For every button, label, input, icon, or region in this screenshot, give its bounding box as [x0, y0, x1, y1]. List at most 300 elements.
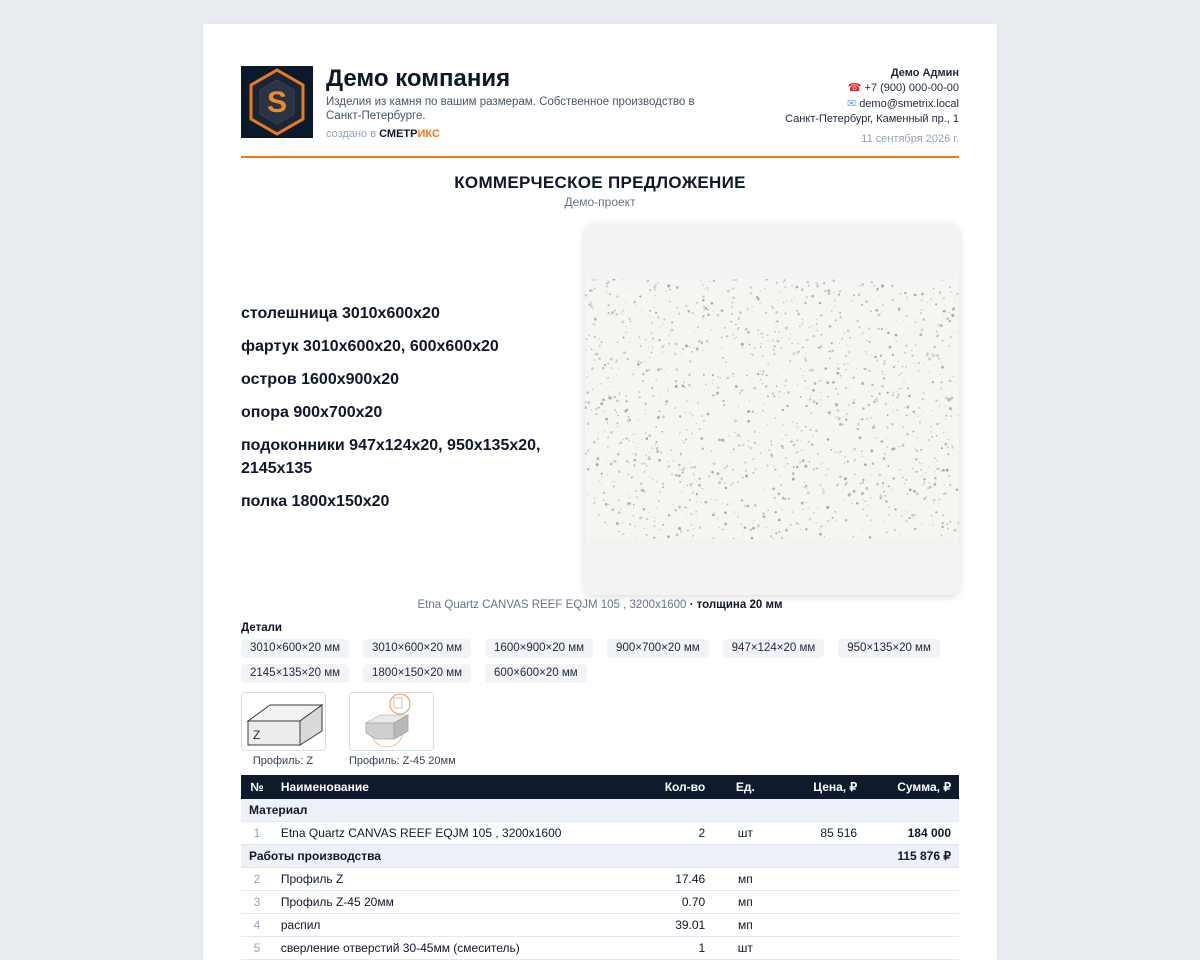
- email-value: demo@smetrix.local: [859, 97, 959, 110]
- company-tagline: Изделия из камня по вашим размерам. Собственное производство в Санкт-Петербурге.: [326, 96, 695, 122]
- stone-speckle: [631, 533, 632, 534]
- stone-speckle: [710, 498, 711, 499]
- document-subtitle: Демо-проект: [564, 195, 636, 209]
- stone-speckle: [750, 353, 752, 355]
- stone-speckle: [835, 417, 837, 419]
- stone-speckle: [791, 300, 793, 302]
- stone-speckle: [928, 467, 929, 468]
- stone-speckle: [667, 375, 668, 376]
- stone-speckle: [604, 521, 606, 523]
- stone-speckle: [625, 331, 627, 333]
- stone-speckle: [892, 354, 894, 356]
- stone-speckle: [661, 468, 662, 469]
- stone-speckle: [799, 524, 800, 525]
- mail-icon: ✉: [846, 97, 857, 110]
- stone-speckle: [871, 395, 873, 397]
- stone-speckle: [805, 485, 807, 487]
- stone-speckle: [801, 449, 803, 451]
- stone-speckle: [837, 451, 839, 453]
- stone-speckle: [691, 351, 693, 353]
- stone-speckle: [942, 522, 944, 524]
- stone-speckle: [591, 410, 592, 411]
- stone-speckle: [804, 482, 805, 483]
- stone-speckle: [679, 415, 681, 417]
- stone-speckle: [671, 321, 673, 323]
- stone-speckle: [640, 345, 641, 346]
- stone-speckle: [635, 445, 636, 446]
- stone-speckle: [623, 337, 625, 339]
- stone-speckle: [897, 394, 899, 396]
- stone-speckle: [677, 476, 678, 477]
- stone-speckle: [617, 422, 619, 424]
- stone-speckle: [770, 535, 773, 538]
- stone-speckle: [913, 447, 914, 448]
- stone-speckle: [802, 319, 804, 321]
- stone-speckle: [888, 514, 890, 516]
- stone-speckle: [706, 340, 709, 343]
- stone-speckle: [754, 468, 756, 470]
- stone-speckle: [779, 332, 780, 333]
- stone-speckle: [898, 374, 900, 376]
- stone-speckle: [622, 533, 625, 536]
- stone-speckle: [891, 423, 894, 426]
- stone-speckle: [686, 429, 688, 431]
- stone-speckle: [682, 348, 683, 349]
- stone-speckle: [831, 310, 832, 311]
- stone-speckle: [686, 517, 687, 518]
- stone-speckle: [903, 381, 905, 383]
- stone-speckle: [706, 287, 708, 289]
- stone-speckle: [752, 411, 754, 413]
- stone-speckle: [870, 311, 872, 313]
- section-title: Материал: [241, 799, 959, 822]
- stone-speckle: [607, 304, 609, 306]
- stone-speckle: [942, 469, 945, 472]
- stone-speckle: [648, 434, 651, 437]
- stone-speckle: [712, 382, 713, 383]
- stone-speckle: [872, 286, 873, 287]
- stone-speckle: [586, 391, 589, 394]
- stone-speckle: [951, 292, 953, 294]
- stone-speckle: [918, 362, 920, 364]
- stone-speckle: [895, 365, 896, 366]
- row-price: [777, 868, 865, 891]
- stone-speckle: [880, 497, 881, 498]
- stone-speckle: [635, 490, 637, 492]
- stone-speckle: [896, 391, 897, 392]
- stone-speckle: [893, 411, 894, 412]
- row-qty: 39.01: [628, 914, 714, 937]
- stone-speckle: [871, 384, 873, 386]
- stone-speckle: [792, 511, 793, 512]
- stone-speckle: [883, 452, 886, 455]
- stone-speckle: [775, 417, 777, 419]
- stone-speckle: [678, 464, 680, 466]
- stone-speckle: [950, 396, 953, 399]
- stone-speckle: [805, 502, 806, 503]
- stone-speckle: [688, 498, 689, 499]
- stone-speckle: [696, 493, 698, 495]
- table-row: [241, 822, 959, 845]
- stone-speckle: [713, 280, 715, 282]
- stone-speckle: [808, 441, 810, 443]
- stone-speckle: [921, 475, 922, 476]
- stone-speckle: [692, 492, 694, 494]
- stone-speckle: [730, 456, 731, 457]
- stone-speckle: [739, 311, 742, 314]
- stone-speckle: [588, 449, 589, 450]
- details-label: Детали: [241, 622, 282, 634]
- stone-speckle: [593, 359, 595, 361]
- stone-speckle: [863, 368, 865, 370]
- stone-speckle: [905, 315, 907, 317]
- stone-speckle: [771, 464, 772, 465]
- stone-speckle: [737, 328, 739, 330]
- stone-speckle: [707, 413, 710, 416]
- product-item: остров 1600x900x20: [241, 371, 400, 388]
- stone-speckle: [941, 279, 943, 281]
- stone-speckle: [655, 379, 657, 381]
- stone-speckle: [796, 423, 798, 425]
- stone-speckle: [673, 504, 674, 505]
- stone-speckle: [809, 518, 812, 521]
- row-sum: [865, 868, 959, 891]
- stone-speckle: [932, 410, 933, 411]
- stone-speckle: [896, 443, 897, 444]
- stone-speckle: [941, 447, 943, 449]
- stone-speckle: [657, 416, 660, 419]
- profile-z-image: [241, 692, 326, 751]
- stone-speckle: [764, 404, 765, 405]
- stone-speckle: [760, 452, 761, 453]
- stone-speckle: [783, 302, 785, 304]
- stone-speckle: [792, 472, 795, 475]
- stone-speckle: [948, 475, 951, 478]
- stone-speckle: [639, 396, 641, 398]
- stone-speckle: [909, 414, 910, 415]
- stone-speckle: [845, 519, 847, 521]
- row-unit: шт: [713, 822, 777, 845]
- stone-speckle: [891, 285, 894, 288]
- stone-speckle: [746, 342, 747, 343]
- stone-speckle: [861, 382, 864, 385]
- stone-speckle: [646, 370, 648, 372]
- stone-speckle: [778, 519, 781, 522]
- stone-speckle: [685, 344, 688, 347]
- stone-speckle: [670, 449, 672, 451]
- stone-speckle: [875, 437, 877, 439]
- stone-speckle: [722, 357, 724, 359]
- stone-speckle: [804, 380, 806, 382]
- stone-speckle: [906, 326, 907, 327]
- stone-speckle: [598, 315, 599, 316]
- stone-speckle: [917, 450, 919, 452]
- stone-speckle: [853, 294, 855, 296]
- stone-speckle: [711, 450, 713, 452]
- stone-speckle: [904, 483, 905, 484]
- stone-speckle: [751, 430, 752, 431]
- profile-z-letter: Z: [253, 728, 261, 742]
- stone-speckle: [751, 378, 752, 379]
- stone-speckle: [940, 374, 941, 375]
- stone-speckle: [886, 328, 887, 329]
- stone-speckle: [607, 363, 609, 365]
- stone-speckle: [779, 341, 780, 342]
- stone-speckle: [893, 505, 894, 506]
- stone-speckle: [599, 481, 600, 482]
- stone-speckle: [844, 456, 845, 457]
- stone-speckle: [781, 337, 782, 338]
- stone-speckle: [791, 342, 793, 344]
- stone-speckle: [900, 473, 901, 474]
- stone-speckle: [835, 520, 837, 522]
- stone-speckle: [648, 512, 649, 513]
- stone-speckle: [724, 482, 726, 484]
- stone-speckle: [766, 517, 767, 518]
- stone-speckle: [804, 371, 805, 372]
- stone-speckle: [737, 406, 738, 407]
- stone-speckle: [742, 534, 743, 535]
- stone-speckle: [662, 351, 664, 353]
- stone-speckle: [619, 531, 621, 533]
- stone-speckle: [587, 468, 590, 471]
- stone-speckle: [591, 301, 593, 303]
- stone-speckle: [933, 502, 934, 503]
- stone-speckle: [899, 469, 900, 470]
- stone-speckle: [614, 310, 616, 312]
- stone-speckle: [932, 524, 933, 525]
- stone-speckle: [619, 524, 620, 525]
- stone-speckle: [790, 440, 792, 442]
- stone-speckle: [707, 314, 709, 316]
- stone-speckle: [862, 284, 864, 286]
- stone-speckle: [681, 509, 682, 510]
- stone-speckle: [646, 534, 648, 536]
- stone-speckle: [711, 499, 712, 500]
- stone-speckle: [756, 413, 758, 415]
- stone-speckle: [629, 420, 630, 421]
- stone-speckle: [956, 292, 959, 295]
- stone-speckle: [715, 463, 716, 464]
- stone-speckle: [861, 481, 864, 484]
- stone-speckle: [754, 442, 756, 444]
- stone-speckle: [773, 465, 775, 467]
- stone-speckle: [646, 280, 649, 283]
- stone-speckle: [683, 381, 685, 383]
- stone-speckle: [946, 523, 949, 526]
- stone-speckle: [837, 372, 840, 375]
- stone-speckle: [778, 493, 781, 496]
- stone-speckle: [925, 496, 927, 498]
- stone-speckle: [739, 436, 741, 438]
- stone-speckle: [852, 377, 854, 379]
- stone-speckle: [915, 458, 917, 460]
- stone-speckle: [907, 493, 909, 495]
- stone-speckle: [801, 323, 803, 325]
- stone-speckle: [898, 360, 899, 361]
- stone-speckle: [762, 370, 764, 372]
- stone-speckle: [630, 341, 631, 342]
- stone-speckle: [817, 507, 819, 509]
- stone-speckle: [747, 446, 748, 447]
- stone-speckle: [845, 369, 847, 371]
- stone-speckle: [812, 389, 815, 392]
- stone-speckle: [643, 490, 646, 493]
- stone-speckle: [912, 436, 913, 437]
- stone-speckle: [687, 296, 688, 297]
- stone-speckle: [816, 467, 818, 469]
- stone-speckle: [742, 444, 745, 447]
- stone-speckle: [663, 345, 665, 347]
- stone-speckle: [683, 442, 685, 444]
- stone-speckle: [916, 502, 917, 503]
- stone-speckle: [940, 422, 941, 423]
- stone-speckle: [931, 515, 933, 517]
- stone-speckle: [861, 334, 862, 335]
- stone-speckle: [787, 391, 790, 394]
- stone-speckle: [939, 503, 940, 504]
- stone-speckle: [747, 427, 748, 428]
- stone-speckle: [720, 477, 723, 480]
- stone-speckle: [767, 363, 769, 365]
- stone-speckle: [605, 418, 608, 421]
- stone-speckle: [607, 474, 608, 475]
- stone-speckle: [845, 355, 848, 358]
- stone-speckle: [658, 339, 660, 341]
- stone-speckle: [772, 339, 774, 341]
- stone-speckle: [608, 397, 611, 400]
- stone-speckle: [678, 312, 680, 314]
- stone-speckle: [726, 504, 728, 506]
- stone-speckle: [762, 355, 763, 356]
- stone-speckle: [903, 320, 904, 321]
- stone-speckle: [792, 421, 793, 422]
- stone-speckle: [861, 418, 863, 420]
- profile-z45: [349, 692, 456, 767]
- row-sum: [865, 914, 959, 937]
- stone-speckle: [921, 523, 922, 524]
- stone-speckle: [893, 400, 894, 401]
- stone-speckle: [752, 306, 753, 307]
- stone-speckle: [606, 507, 607, 508]
- stone-speckle: [856, 320, 859, 323]
- stone-speckle: [796, 466, 798, 468]
- stone-speckle: [760, 379, 761, 380]
- stone-speckle: [649, 456, 650, 457]
- stone-speckle: [915, 414, 916, 415]
- stone-speckle: [844, 309, 845, 310]
- stone-speckle: [900, 293, 902, 295]
- stone-speckle: [893, 392, 894, 393]
- stone-speckle: [820, 392, 821, 393]
- stone-speckle: [679, 435, 680, 436]
- stone-speckle: [595, 500, 596, 501]
- stone-speckle: [653, 286, 656, 289]
- stone-speckle: [669, 301, 670, 302]
- stone-speckle: [846, 413, 848, 415]
- stone-speckle: [595, 408, 597, 410]
- stone-speckle: [651, 352, 652, 353]
- stone-speckle: [758, 375, 759, 376]
- stone-speckle: [908, 517, 910, 519]
- document-page: [203, 24, 997, 960]
- stone-speckle: [717, 386, 719, 388]
- stone-speckle: [888, 485, 890, 487]
- contact-address: Санкт-Петербург, Каменный пр., 1: [785, 113, 959, 126]
- stone-speckle: [667, 465, 670, 468]
- stone-speckle: [681, 353, 682, 354]
- stone-speckle: [665, 404, 666, 405]
- stone-speckle: [936, 467, 939, 470]
- stone-speckle: [726, 335, 728, 337]
- stone-speckle: [656, 447, 659, 450]
- stone-speckle: [737, 434, 740, 437]
- stone-speckle: [676, 534, 679, 537]
- section-sum: 115 876 ₽: [865, 845, 959, 868]
- stone-speckle: [889, 346, 892, 349]
- section-row-material: [241, 799, 959, 822]
- stone-speckle: [596, 316, 597, 317]
- stone-speckle: [764, 288, 766, 290]
- stone-speckle: [917, 437, 918, 438]
- stone-speckle: [741, 343, 744, 346]
- stone-speckle: [767, 341, 769, 343]
- stone-speckle: [886, 426, 888, 428]
- stone-speckle: [649, 285, 650, 286]
- stone-speckle: [724, 417, 725, 418]
- stone-speckle: [908, 395, 911, 398]
- stone-speckle: [649, 289, 651, 291]
- stone-speckle: [721, 348, 723, 350]
- stone-speckle: [846, 344, 848, 346]
- stone-speckle: [901, 515, 903, 517]
- stone-speckle: [788, 499, 789, 500]
- stone-speckle: [700, 502, 701, 503]
- stone-speckle: [745, 328, 748, 331]
- stone-speckle: [794, 406, 795, 407]
- stone-speckle: [648, 342, 649, 343]
- stone-speckle: [615, 361, 617, 363]
- stone-speckle: [829, 357, 831, 359]
- profile-z45-image: [349, 692, 434, 751]
- stone-speckle: [730, 503, 731, 504]
- stone-speckle: [637, 360, 640, 363]
- stone-speckle: [756, 296, 758, 298]
- stone-speckle: [626, 437, 628, 439]
- stone-speckle: [659, 491, 661, 493]
- stone-speckle: [938, 498, 940, 500]
- stone-speckle: [945, 414, 947, 416]
- stone-speckle: [699, 478, 701, 480]
- stone-speckle: [848, 351, 851, 354]
- stone-speckle: [911, 354, 914, 357]
- stone-speckle: [771, 455, 773, 457]
- stone-speckle: [670, 406, 671, 407]
- stone-speckle: [835, 403, 838, 406]
- stone-speckle: [930, 426, 932, 428]
- stone-speckle: [713, 433, 714, 434]
- estimate-table: [241, 775, 959, 960]
- stone-speckle: [842, 491, 843, 492]
- stone-speckle: [944, 405, 946, 407]
- material-name: Etna Quartz CANVAS REEF EQJM 105 , 3200x1600: [417, 599, 687, 611]
- stone-speckle: [723, 400, 725, 402]
- stone-speckle: [708, 411, 709, 412]
- stone-speckle: [899, 446, 900, 447]
- stone-speckle: [741, 524, 743, 526]
- stone-speckle: [948, 439, 949, 440]
- stone-speckle: [849, 386, 850, 387]
